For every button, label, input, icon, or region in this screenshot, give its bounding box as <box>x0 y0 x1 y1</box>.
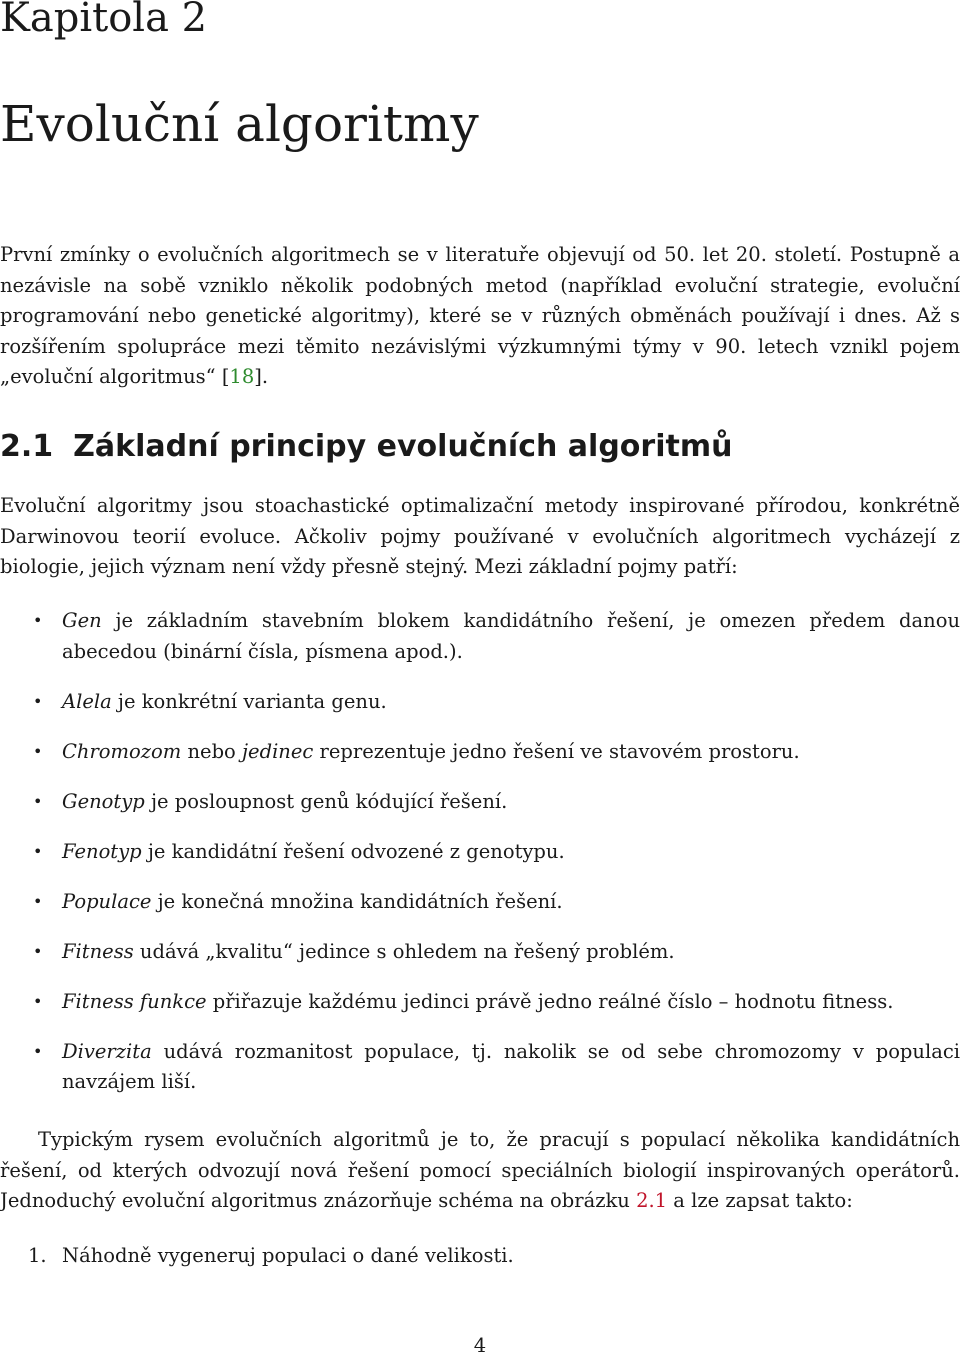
term-connector: nebo <box>181 739 242 763</box>
chapter-label: Kapitola 2 <box>0 0 208 41</box>
terms-list <box>0 606 960 1117</box>
intro-text: První zmínky o evolučních algoritmech se v literatuře objevují od 50. let 20. století. Postupně a nezávisle na sobě vzniklo několik podobných metod (například evoluční strategie, evoluční programování nebo genetické algoritmy), které se v různých obměnách používají i dnes. Až s rozšířením spolupráce mezi těmito nezávislými výzkumnými týmy v 90. letech vznikl pojem „evoluční algoritmus“ [ <box>0 243 960 388</box>
list-item <box>0 987 960 1018</box>
term: Fenotyp <box>62 839 142 863</box>
term: Genotyp <box>62 789 145 813</box>
bullet-icon: • <box>33 1041 43 1061</box>
term: Chromozom <box>62 739 182 763</box>
list-item <box>0 606 960 667</box>
section-number: 2.1 <box>0 429 54 464</box>
bullet-icon: • <box>33 691 43 711</box>
term-definition: přiřazuje každému jedinci právě jedno reálné číslo – hodnotu fitness. <box>206 989 894 1013</box>
bullet-icon: • <box>33 991 43 1011</box>
term-definition: je konečná množina kandidátních řešení. <box>151 889 563 913</box>
step-number: 1. <box>28 1244 47 1267</box>
term-definition: udává „kvalitu“ jedince s ohledem na řešený problém. <box>133 939 675 963</box>
step-item <box>0 1241 960 1272</box>
page-number: 4 <box>473 1334 487 1357</box>
term: Alela <box>62 689 112 713</box>
list-item <box>0 937 960 968</box>
term: Fitness <box>62 939 134 963</box>
term-definition: je konkrétní varianta genu. <box>111 689 387 713</box>
section-heading <box>0 429 732 465</box>
bullet-icon: • <box>33 891 43 911</box>
closing-text: Typickým rysem evolučních algoritmů je to, že pracují s populací několika kandidátních řešení, od kterých odvozují nová řešení pomocí speciálních biologií inspirovaných operátorů. Jednoduchý evoluční algoritmus znázorňuje schéma na obrázku <box>0 1128 960 1212</box>
bullet-icon: • <box>33 741 43 761</box>
term: Populace <box>62 889 152 913</box>
section-intro-paragraph: Evoluční algoritmy jsou stoachastické optimalizační metody inspirované přírodou, konkrétně Darwinovou teorií evoluce. Ačkoliv pojmy používané v evolučních algoritmech vycházejí z biologie, jejich význam není vždy přesně stejný. Mezi základní pojmy patří: <box>0 494 960 578</box>
bullet-icon: • <box>33 841 43 861</box>
term-definition: udává rozmanitost populace, tj. nakolik se od sebe chromozomy v populaci navzájem liší. <box>62 1039 960 1093</box>
step-text: Náhodně vygeneruj populaci o dané velikosti. <box>62 1244 514 1267</box>
term-definition: reprezentuje jedno řešení ve stavovém prostoru. <box>313 739 800 763</box>
list-item <box>0 1037 960 1098</box>
term: Diverzita <box>62 1039 152 1063</box>
term-definition: je posloupnost genů kódující řešení. <box>144 789 508 813</box>
list-item <box>0 787 960 818</box>
intro-text-end: ]. <box>254 365 269 388</box>
bullet-icon: • <box>33 791 43 811</box>
term: Gen <box>62 609 102 632</box>
figure-reference-link[interactable]: 2.1 <box>636 1189 668 1212</box>
steps-list <box>0 1241 960 1272</box>
bullet-icon: • <box>33 611 43 630</box>
section-title: Základní principy evolučních algoritmů <box>73 429 733 464</box>
closing-text-end: a lze zapsat takto: <box>667 1189 853 1212</box>
chapter-title: Evoluční algoritmy <box>0 95 479 153</box>
list-item <box>0 837 960 868</box>
term-alt: jedinec <box>242 739 314 763</box>
term-definition: je základním stavebním blokem kandidátního řešení, je omezen předem danou abecedou (binární čísla, písmena apod.). <box>62 609 960 663</box>
term: Fitness funkce <box>62 989 207 1013</box>
term-definition: je kandidátní řešení odvozené z genotypu. <box>141 839 565 863</box>
list-item <box>0 887 960 918</box>
closing-paragraph <box>0 1125 960 1217</box>
intro-paragraph <box>0 240 960 393</box>
citation-link[interactable]: 18 <box>229 365 255 388</box>
list-item <box>0 687 960 718</box>
bullet-icon: • <box>33 941 43 961</box>
list-item <box>0 737 960 768</box>
